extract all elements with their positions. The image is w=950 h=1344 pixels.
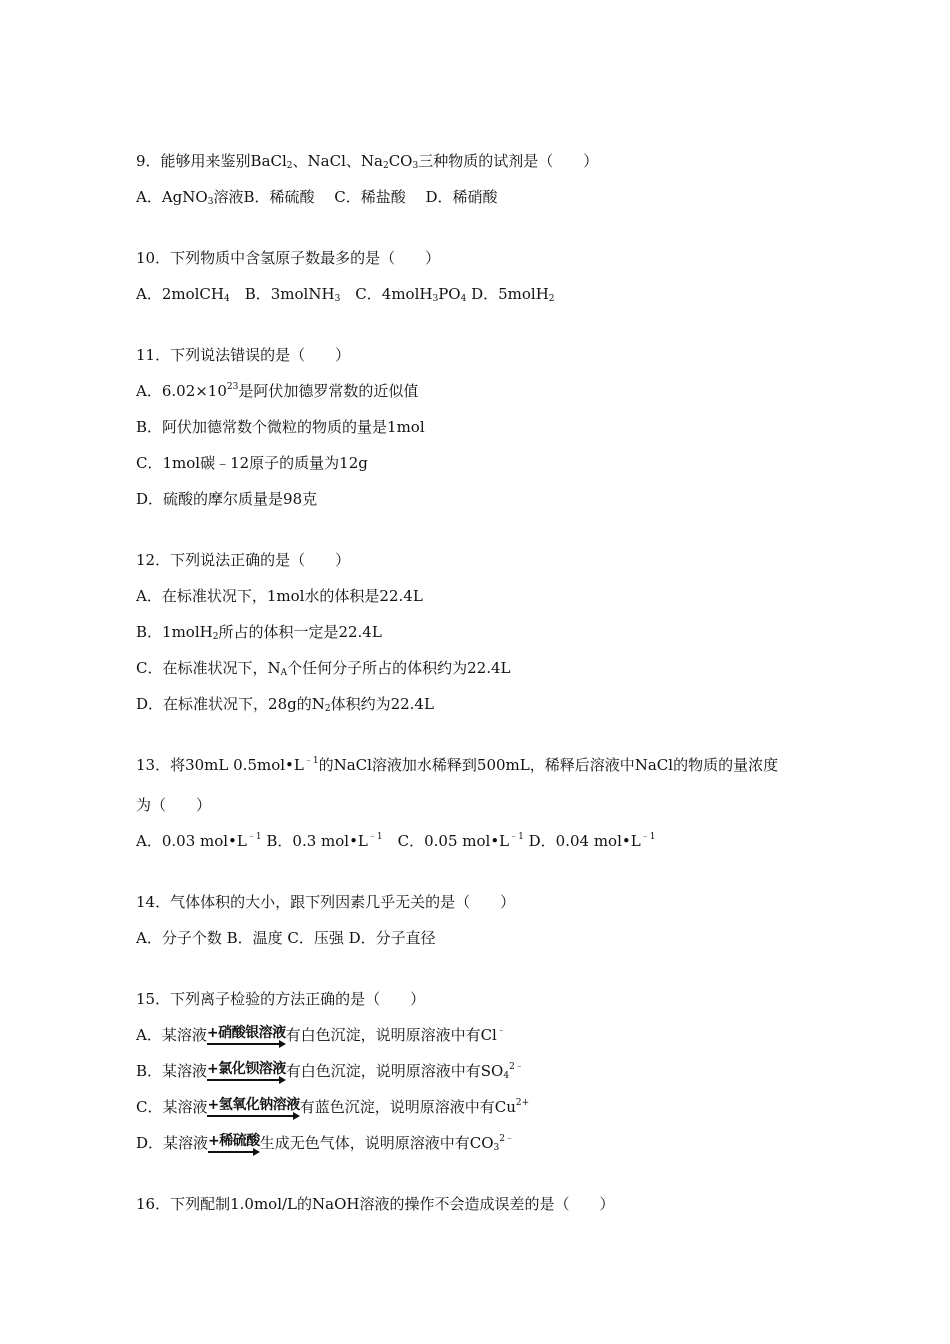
question-11-option-c: C．1mol碳﹣12原子的质量为12g [136,454,368,472]
question-13-stem-line2: 为（ ） [136,796,212,814]
reaction-arrow: +氢氧化钠溶液 [207,1097,299,1117]
question-14-stem: 14．气体体积的大小，跟下列因素几乎无关的是（ ） [136,893,516,911]
question-15-option-d: D．某溶液 +稀硫酸 生成无色气体，说明原溶液中有$CO_3^{2﹣}$ [136,1133,514,1153]
reaction-arrow: +氯化钡溶液 [207,1061,286,1081]
question-11-stem: 11．下列说法错误的是（ ） [136,346,351,364]
question-14-options: A．分子个数 B．温度 C．压强 D．分子直径 [136,929,436,947]
question-13-stem-line1: 13．将30mL $0.5mol•L^{﹣1}$的NaCl溶液加水稀释到500mL，稀释后溶液中NaCl的物质的量浓度 [136,756,779,774]
question-15-option-c: C．某溶液 +氢氧化钠溶液 有蓝色沉淀，说明原溶液中有$Cu^{2+}$ [136,1097,529,1117]
question-12-option-a: A．在标准状况下，1mol水的体积是22.4L [136,587,423,605]
question-13-options: A．0.03 $mol•L^{﹣1}$ B．0.3 $mol•L^{﹣1}$ C．0.05 $mol•L^{﹣1}$ D．0.04 $mol•L^{﹣1}$ [136,832,656,850]
question-9-options: A．AgNO$_3$溶液B．稀硫酸 C．稀盐酸 D．稀硝酸 [136,188,498,207]
question-12-option-b: B．1molH$_2$所占的体积一定是22.4L [136,623,382,642]
question-15-stem: 15．下列离子检验的方法正确的是（ ） [136,990,426,1008]
reaction-arrow: +稀硫酸 [208,1133,260,1153]
question-9-stem: 9．能够用来鉴别BaCl$_2$、NaCl、$Na_2CO_3$三种物质的试剂是（ ） [136,152,599,171]
question-16-stem: 16．下列配制1.0mol/L的NaOH溶液的操作不会造成误差的是（ ） [136,1195,615,1213]
question-12-option-c: C．在标准状况下，$N_A$个任何分子所占的体积约为22.4L [136,659,511,678]
question-10-stem: 10．下列物质中含氢原子数最多的是（ ） [136,249,441,267]
question-15-option-b: B．某溶液 +氯化钡溶液 有白色沉淀，说明原溶液中有$SO_4^{2﹣}$ [136,1061,524,1081]
reaction-arrow: +硝酸银溶液 [207,1025,286,1045]
question-12-option-d: D．在标准状况下，28g的$N_2$体积约为22.4L [136,695,434,714]
question-11-option-d: D．硫酸的摩尔质量是98克 [136,490,318,508]
question-10-options: A．2molCH$_4$ B．3molNH$_3$ C．$4molH_3PO_4$ D．5molH$_2$ [136,285,555,304]
question-11-option-a: A．$6.02\times 10^{23}$是阿伏加德罗常数的近似值 [136,382,419,400]
question-15-option-a: A．某溶液 +硝酸银溶液 有白色沉淀，说明原溶液中有Cl﹣ [136,1025,506,1045]
question-11-option-b: B．阿伏加德常数个微粒的物质的量是1mol [136,418,425,436]
question-12-stem: 12．下列说法正确的是（ ） [136,551,351,569]
